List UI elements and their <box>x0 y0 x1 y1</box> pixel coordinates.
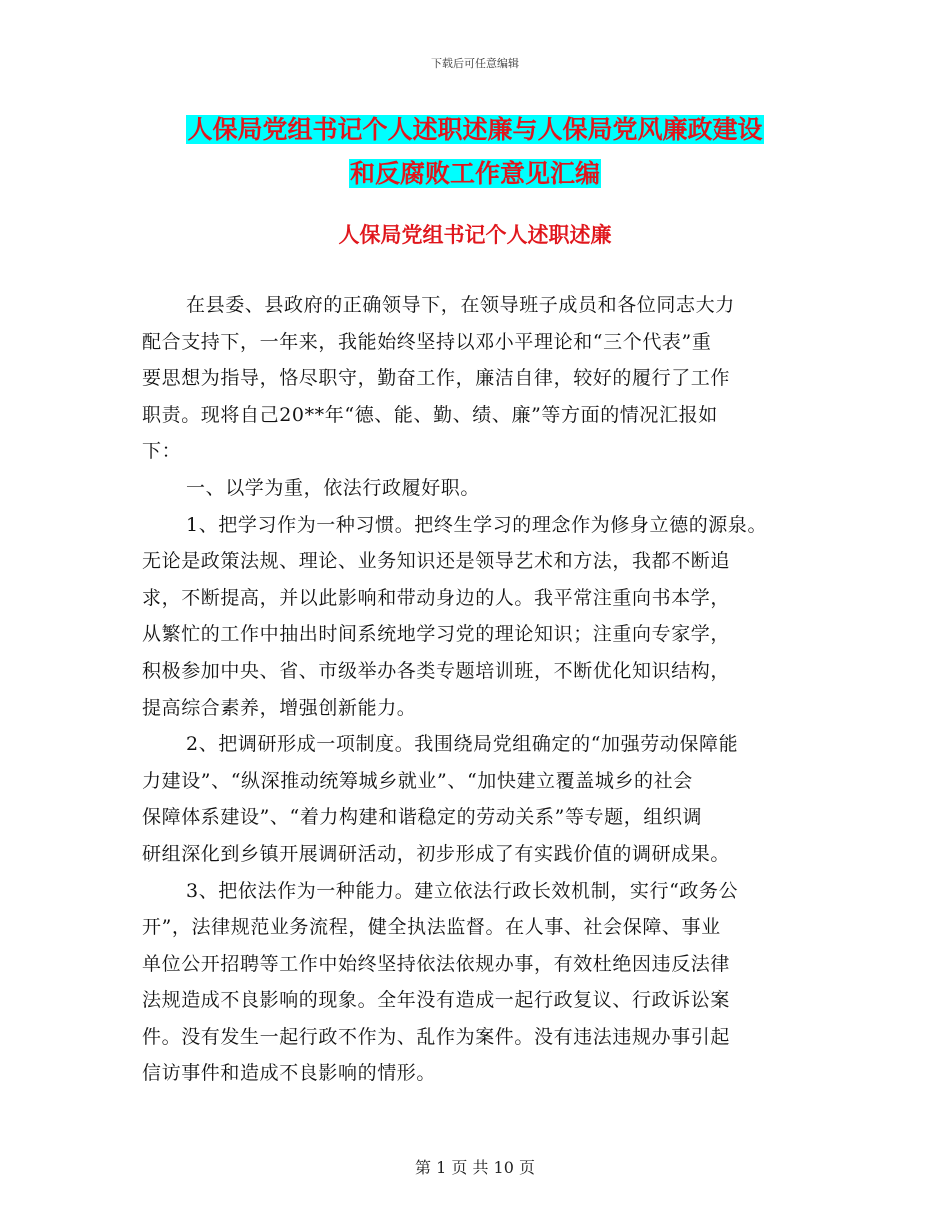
document-title-line-1-text: 人保局党组书记个人述职述廉与人保局党风廉政建设 <box>187 115 763 144</box>
section-title: 人保局党组书记个人述职述廉 <box>338 222 612 247</box>
text-line: 在县委、县政府的正确领导下，在领导班子成员和各位同志大力 <box>186 294 735 316</box>
text-line: 积极参加中央、省、市级举办各类专题培训班，不断优化知识结构， <box>142 659 731 682</box>
text-line: 求，不断提高，并以此影响和带动身边的人。我平常注重向书本学， <box>142 586 731 609</box>
text-line: 单位公开招聘等工作中始终坚持依法依规办事，有效杜绝因违反法律 <box>142 952 731 975</box>
body-text <box>142 287 827 1092</box>
text-line: 配合支持下，一年来，我能始终坚持以邓小平理论和“三个代表”重 <box>142 330 712 353</box>
page-footer: 第 1 页 共 10 页 <box>415 1158 535 1177</box>
header-note: 下载后可任意编辑 <box>431 57 519 70</box>
text-line: 保障体系建设”、“着力构建和谐稳定的劳动关系”等专题，组织调 <box>142 806 703 829</box>
text-line: 提高综合素养，增强创新能力。 <box>142 696 417 719</box>
text-line: 法规造成不良影响的现象。全年没有造成一起行政复议、行政诉讼案 <box>142 989 731 1012</box>
text-line: 2、把调研形成一项制度。我围绕局党组确定的“加强劳动保障能 <box>186 733 739 756</box>
text-line: 1、把学习作为一种习惯。把终生学习的理念作为修身立德的源泉。 <box>186 513 768 536</box>
text-line: 力建设”、“纵深推动统筹城乡就业”、“加快建立覆盖城乡的社会 <box>142 769 693 792</box>
text-line: 3、把依法作为一种能力。建立依法行政长效机制，实行“政务公 <box>186 879 739 902</box>
text-line: 职责。现将自己20**年“德、能、勤、绩、廉”等方面的情况汇报如 <box>142 403 718 426</box>
text-line: 一、以学为重，依法行政履好职。 <box>186 476 481 499</box>
text-line: 研组深化到乡镇开展调研活动，初步形成了有实践价值的调研成果。 <box>142 842 731 865</box>
document-title-line-2 <box>0 157 950 191</box>
text-line: 要思想为指导，恪尽职守，勤奋工作，廉洁自律，较好的履行了工作 <box>142 367 731 390</box>
text-line: 开”，法律规范业务流程，健全执法监督。在人事、社会保障、事业 <box>142 916 721 939</box>
document-title-line-2-text: 和反腐败工作意见汇编 <box>349 159 600 188</box>
text-line: 信访事件和造成不良影响的情形。 <box>142 1062 437 1085</box>
text-line: 从繁忙的工作中抽出时间系统地学习党的理论知识；注重向专家学， <box>142 623 731 646</box>
text-line: 下： <box>142 440 182 463</box>
text-line: 件。没有发生一起行政不作为、乱作为案件。没有违法违规办事引起 <box>142 1025 731 1048</box>
text-line: 无论是政策法规、理论、业务知识还是领导艺术和方法，我都不断追 <box>142 550 731 573</box>
document-title-line-1 <box>0 113 950 147</box>
